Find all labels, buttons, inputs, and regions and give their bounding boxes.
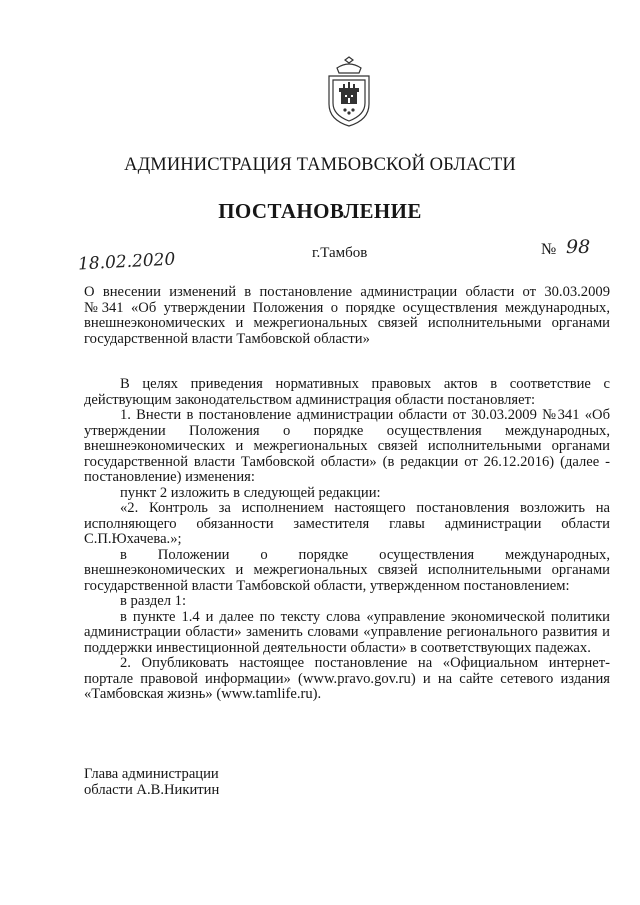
body-paragraph: пункт 2 изложить в следующей редакции: — [120, 484, 381, 501]
organization-title: АДМИНИСТРАЦИЯ ТАМБОВСКОЙ ОБЛАСТИ — [124, 155, 516, 175]
handwritten-date: 18.02.2020 — [77, 249, 176, 275]
body-paragraph: 2. Опубликовать настоящее постановление на «Официальном интернет-портале правовой информации» (www.pravo.gov.ru) и на сайте сетевого издания «Тамбовская жизнь» (www.tamlife.ru). — [84, 655, 610, 702]
document-subject: О внесении изменений в постановление администрации области от 30.03.2009 №341 «Об утверждении Положения о порядке осуществления международных, внешнеэкономических и межрегиональных связей исполнительными органами государственной власти Тамбовской области» — [84, 284, 610, 347]
number-label: № — [541, 241, 557, 258]
body-paragraph: в пункте 1.4 и далее по тексту слова «управление экономической политики администрации области» заменить словами «управление регионального развития и поддержки инвестиционной деятельности области» в соответствующих падежах. — [84, 608, 610, 656]
body-paragraph: В целях приведения нормативных правовых актов в соответствие с действующим законодательством администрация области постановляет: — [84, 376, 610, 408]
body-paragraph: в Положении о порядке осуществления международных, внешнеэкономических и межрегиональных связей исполнительными органами государственной власти Тамбовской области, утвержденном постановлением: — [84, 546, 610, 594]
signature-block — [84, 767, 219, 798]
signature-position: Глава администрации — [84, 766, 219, 782]
handwritten-number: 98 — [566, 236, 591, 258]
document-body — [84, 377, 610, 703]
city: г.Тамбов — [312, 245, 368, 261]
tambov-coat-of-arms-icon — [321, 54, 377, 130]
body-paragraph: «2. Контроль за исполнением настоящего постановления возложить на исполняющего обязанности заместителя главы администрации области С.П.Юхачева.»; — [84, 500, 610, 547]
document-type-title: ПОСТАНОВЛЕНИЕ — [218, 199, 422, 223]
body-paragraph: 1. Внести в постановление администрации области от 30.03.2009 №341 «Об утверждении Положения о порядке осуществления международных, внешнеэкономических и межрегиональных связей исполнительными органами государственной власти Тамбовской области» (в редакции от 26.12.2016) (далее - постановление) изменения: — [84, 407, 610, 485]
body-paragraph: в раздел 1: — [120, 593, 186, 609]
signature-name: области А.В.Никитин — [84, 781, 220, 798]
